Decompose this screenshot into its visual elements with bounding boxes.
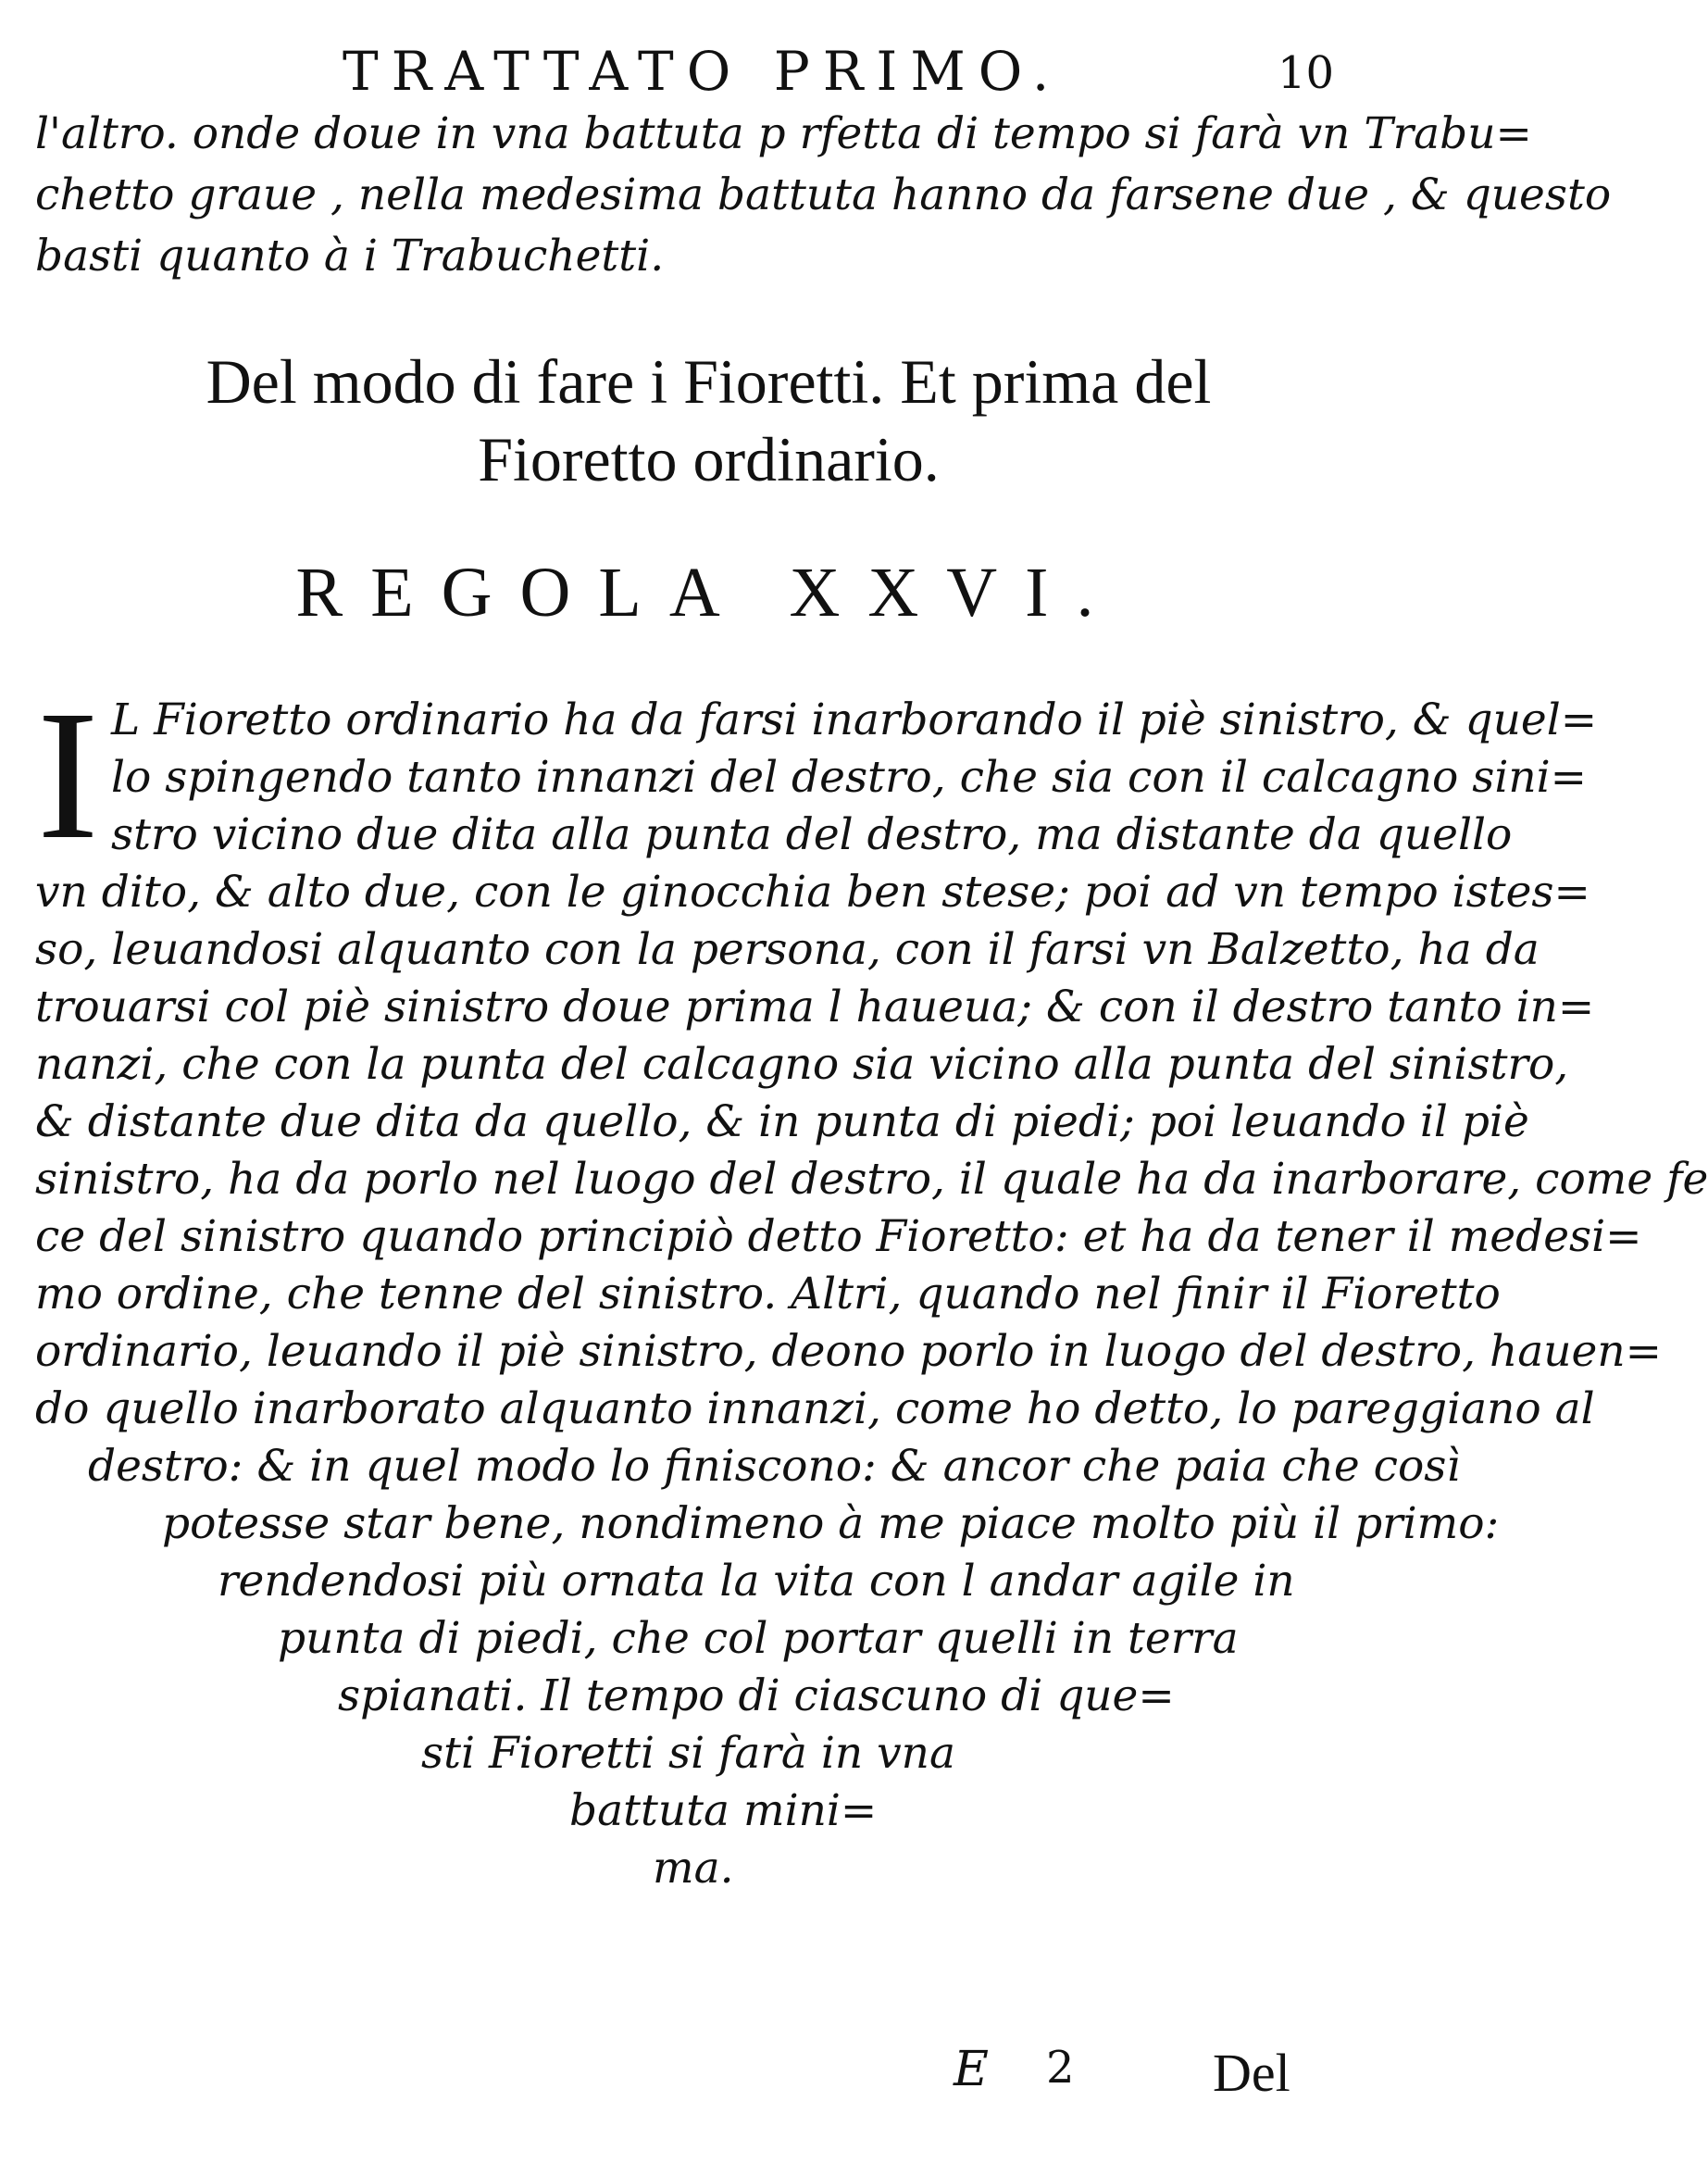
- text-line: sinistro, ha da porlo nel luogo del destro, il quale ha da inarborare, come fe: [35, 1154, 1708, 1205]
- text-line: l'altro. onde doue in vna battuta p rfetta di tempo si farà vn Trabu=: [35, 108, 1532, 159]
- text-line: battuta mini=: [569, 1785, 878, 1836]
- text-line: stro vicino due dita alla punta del destro, ma distante da quello: [111, 809, 1513, 860]
- catchword: Del: [1213, 2043, 1290, 2103]
- text-line: so, leuandosi alquanto con la persona, con il farsi vn Balzetto, ha da: [35, 924, 1540, 975]
- text-line: lo spingendo tanto innanzi del destro, che sia con il calcagno sini=: [111, 752, 1588, 803]
- text-line: ordinario, leuando il piè sinistro, deono porlo in luogo del destro, hauen=: [35, 1326, 1662, 1377]
- signature-number: 2: [1046, 2042, 1075, 2094]
- text-line: ce del sinistro quando principiò detto Fioretto: et ha da tener il medesi=: [35, 1211, 1642, 1262]
- text-line: destro: & in quel modo lo finiscono: & ancor che paia che così: [88, 1441, 1461, 1492]
- text-line: trouarsi col piè sinistro doue prima l haueua; & con il destro tanto in=: [35, 982, 1595, 1032]
- signature-mark: E: [954, 2042, 989, 2097]
- text-line: punta di piedi, che col portar quelli in terra: [278, 1613, 1239, 1664]
- text-line: sti Fioretti si farà in vna: [421, 1728, 955, 1779]
- text-line: do quello inarborato alquanto innanzi, come ho detto, lo pareggiano al: [35, 1383, 1595, 1434]
- running-title: TRATTATO PRIMO.: [343, 40, 1063, 103]
- heading-line: Del modo di fare i Fioretti. Et prima del: [206, 346, 1212, 417]
- text-line: spianati. Il tempo di ciascuno di que=: [338, 1670, 1175, 1721]
- page-footer: [0, 2042, 1417, 2107]
- text-line: ma.: [653, 1843, 734, 1894]
- text-line: rendendosi più ornata la vita con l andar agile in: [218, 1556, 1295, 1607]
- text-line: vn dito, & alto due, con le ginocchia ben stese; poi ad vn tempo istes=: [35, 867, 1590, 918]
- text-line: nanzi, che con la punta del calcagno sia vicino alla punta del sinistro,: [35, 1039, 1569, 1090]
- drop-capital: I: [37, 673, 99, 878]
- heading-line: Fioretto ordinario.: [478, 424, 940, 494]
- text-line: basti quanto à i Trabuchetti.: [35, 231, 665, 281]
- section-heading: [0, 343, 1417, 498]
- text-line: mo ordine, che tenne del sinistro. Altri, quando nel finir il Fioretto: [35, 1269, 1501, 1319]
- page-number: 10: [1278, 47, 1335, 99]
- rule-title: REGOLA XXVI.: [295, 554, 1122, 632]
- intro-paragraph: [35, 104, 1612, 287]
- text-line: & distante due dita da quello, & in punta di piedi; poi leuando il piè: [35, 1096, 1529, 1147]
- text-line: L Fioretto ordinario ha da farsi inarborando il piè sinistro, & quel=: [111, 694, 1598, 745]
- page-header: [0, 39, 1417, 104]
- text-line: chetto graue , nella medesima battuta hanno da farsene due , & questo: [35, 169, 1612, 220]
- text-line: potesse star bene, nondimeno à me piace molto più il primo:: [162, 1498, 1500, 1549]
